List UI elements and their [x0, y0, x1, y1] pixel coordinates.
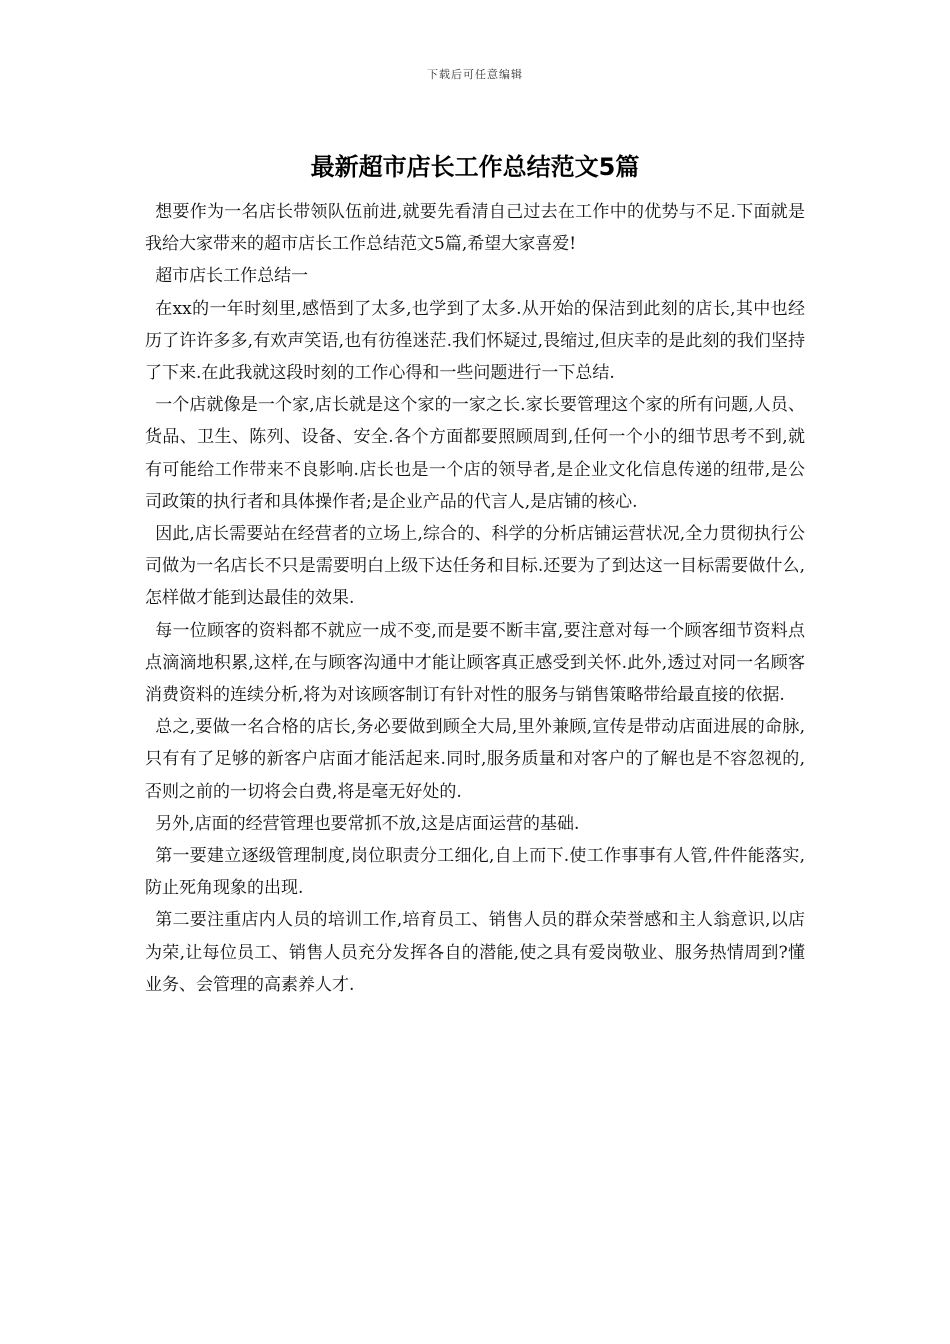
paragraph: 因此,店长需要站在经营者的立场上,综合的、科学的分析店铺运营状况,全力贯彻执行公司做为一名店长不只是需要明白上级下达任务和目标.还要为了到达这一目标需要做什么,怎样做才能到达最佳的效果. — [145, 524, 805, 609]
header-note: 下载后可任意编辑 — [427, 68, 523, 81]
paragraph: 在xx的一年时刻里,感悟到了太多,也学到了太多.从开始的保洁到此刻的店长,其中也经历了许许多多,有欢声笑语,也有彷徨迷茫.我们怀疑过,畏缩过,但庆幸的是此刻的我们坚持了下来.在此我就这段时刻的工作心得和一些问题进行一下总结. — [145, 298, 805, 384]
document-title: 最新超市店长工作总结范文5篇 — [310, 153, 640, 181]
paragraph: 另外,店面的经营管理也要常抓不放,这是店面运营的基础. — [155, 813, 580, 834]
paragraph: 每一位顾客的资料都不就应一成不变,而是要不断丰富,要注意对每一个顾客细节资料点点滴滴地积累,这样,在与顾客沟通中才能让顾客真正感受到关怀.此外,透过对同一名顾客消费资料的连续分析,将为对该顾客制订有针对性的服务与销售策略带给最直接的依据. — [145, 620, 805, 706]
paragraph: 第一要建立逐级管理制度,岗位职责分工细化,自上而下.使工作事事有人管,件件能落实,防止死角现象的出现. — [145, 846, 805, 899]
paragraph-intro: 想要作为一名店长带领队伍前进,就要先看清自己过去在工作中的优势与不足.下面就是我给大家带来的超市店长工作总结范文5篇,希望大家喜爱! — [145, 202, 805, 255]
document-body — [145, 196, 805, 1001]
section-heading: 超市店长工作总结一 — [155, 266, 309, 287]
paragraph: 第二要注重店内人员的培训工作,培育员工、销售人员的群众荣誉感和主人翁意识,以店为荣,让每位员工、销售人员充分发挥各自的潜能,使之具有爱岗敬业、服务热情周到?懂业务、会管理的高素养人才. — [145, 910, 805, 995]
paragraph: 一个店就像是一个家,店长就是这个家的一家之长.家长要管理这个家的所有问题,人员、货品、卫生、陈列、设备、安全.各个方面都要照顾周到,任何一个小的细节思考不到,就有可能给工作带来不良影响.店长也是一个店的领导者,是企业文化信息传递的纽带,是公司政策的执行者和具体操作者;是企业产品的代言人,是店铺的核心. — [145, 395, 805, 512]
paragraph: 总之,要做一名合格的店长,务必要做到顾全大局,里外兼顾,宣传是带动店面进展的命脉,只有有了足够的新客户店面才能活起来.同时,服务质量和对客户的了解也是不容忽视的,否则之前的一切将会白费,将是毫无好处的. — [145, 717, 805, 802]
